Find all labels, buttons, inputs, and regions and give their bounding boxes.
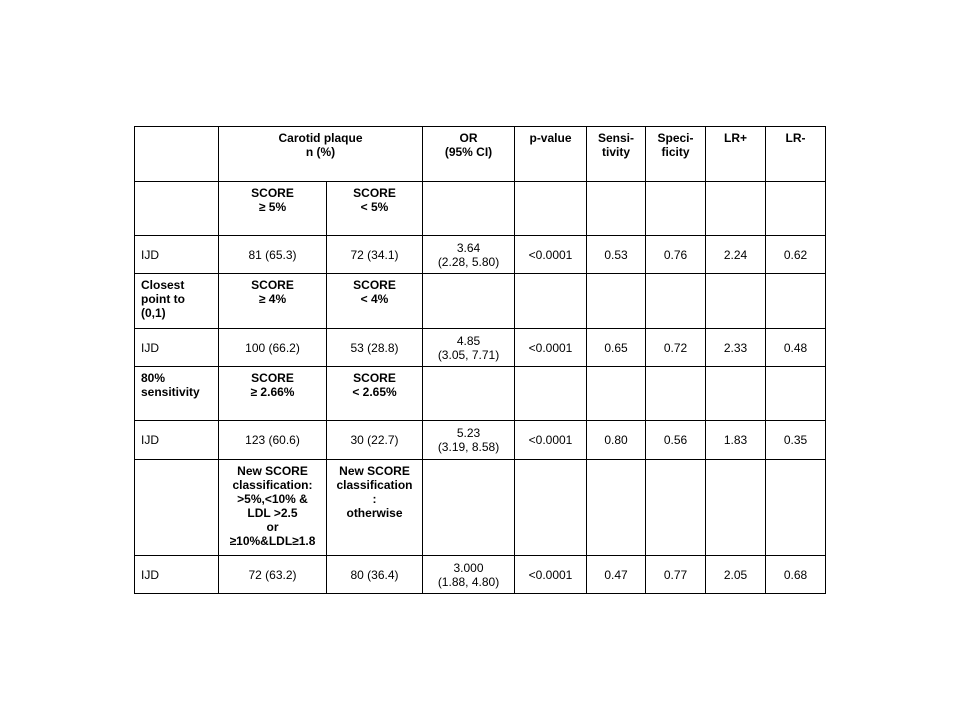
table-row: [135, 556, 826, 594]
odds-ratio: [423, 236, 515, 274]
empty-cell: [646, 367, 706, 421]
lr-positive: 2.33: [706, 329, 766, 367]
negative-count: 53 (28.8): [327, 329, 423, 367]
header-line: Carotid plaque: [278, 131, 363, 145]
lr-positive: 2.05: [706, 556, 766, 594]
cell-line: SCORE: [251, 186, 294, 200]
cell-line: sensitivity: [141, 385, 200, 399]
empty-cell: [587, 460, 646, 556]
empty-cell: [766, 367, 826, 421]
specificity-header: [646, 127, 706, 182]
cell-line: Closest: [141, 278, 185, 292]
empty-cell: [515, 367, 587, 421]
empty-cell: [423, 274, 515, 329]
cell-line: otherwise: [346, 506, 403, 520]
results-table: [134, 126, 826, 594]
lr-negative: 0.62: [766, 236, 826, 274]
row-name: IJD: [135, 421, 219, 460]
specificity: 0.72: [646, 329, 706, 367]
positive-count: 123 (60.6): [219, 421, 327, 460]
score-negative-threshold: [327, 274, 423, 329]
sensitivity: 0.65: [587, 329, 646, 367]
cell-line: classification: [336, 478, 413, 492]
cell-line: 5.23: [456, 426, 481, 440]
negative-count: 72 (34.1): [327, 236, 423, 274]
table-row: [135, 421, 826, 460]
header-line: ficity: [661, 145, 690, 159]
score-positive-threshold: [219, 274, 327, 329]
negative-count: 30 (22.7): [327, 421, 423, 460]
cell-line: SCORE: [353, 278, 396, 292]
lr-positive: 1.83: [706, 421, 766, 460]
p-value: <0.0001: [515, 236, 587, 274]
cell-line: (3.19, 8.58): [437, 440, 500, 454]
negative-count: 80 (36.4): [327, 556, 423, 594]
empty-cell: [706, 367, 766, 421]
lr-positive-header: LR+: [706, 127, 766, 182]
header-line: n (%): [305, 145, 336, 159]
header-row: [135, 127, 826, 182]
empty-cell: [423, 367, 515, 421]
cell-line: LDL >2.5: [247, 506, 298, 520]
criterion-label: [135, 367, 219, 421]
cell-line: New SCORE: [339, 464, 410, 478]
row-name: IJD: [135, 556, 219, 594]
odds-ratio: [423, 421, 515, 460]
lr-negative: 0.35: [766, 421, 826, 460]
sensitivity: 0.47: [587, 556, 646, 594]
row-name: IJD: [135, 236, 219, 274]
criterion-row: [135, 460, 826, 556]
cell-line: New SCORE: [237, 464, 308, 478]
p-value: <0.0001: [515, 556, 587, 594]
empty-cell: [646, 274, 706, 329]
score-negative-threshold: [327, 182, 423, 236]
cell-line: (3.05, 7.71): [437, 347, 500, 362]
cell-line: SCORE: [353, 371, 396, 385]
cell-line: ≥ 4%: [258, 292, 287, 306]
cell-line: :: [372, 492, 377, 506]
empty-cell: [515, 460, 587, 556]
p-value: <0.0001: [515, 421, 587, 460]
empty-cell: [135, 127, 219, 182]
cell-line: (1.88, 4.80): [437, 574, 500, 589]
cell-line: ≥ 5%: [258, 200, 287, 214]
odds-ratio: [423, 329, 515, 367]
criterion-row: [135, 274, 826, 329]
empty-cell: [766, 182, 826, 236]
empty-cell: [515, 182, 587, 236]
cell-line: SCORE: [251, 371, 294, 385]
sensitivity: 0.53: [587, 236, 646, 274]
cell-line: (0,1): [141, 306, 166, 320]
positive-count: 100 (66.2): [219, 329, 327, 367]
empty-cell: [706, 460, 766, 556]
empty-cell: [766, 274, 826, 329]
criterion-row: [135, 182, 826, 236]
header-line: tivity: [601, 145, 630, 159]
lr-negative-header: LR-: [766, 127, 826, 182]
empty-cell: [646, 460, 706, 556]
odds-ratio: [423, 556, 515, 594]
empty-cell: [423, 182, 515, 236]
carotid-plaque-header: [219, 127, 423, 182]
or-header: [423, 127, 515, 182]
empty-cell: [706, 274, 766, 329]
cell-line: 4.85: [456, 333, 481, 348]
cell-line: SCORE: [353, 186, 396, 200]
cell-line: < 2.65%: [352, 385, 397, 399]
cell-line: ≥10%&LDL≥1.8: [229, 534, 316, 548]
sensitivity-header: [587, 127, 646, 182]
cell-line: 3.64: [456, 240, 481, 255]
criterion-label: [135, 182, 219, 236]
table-row: [135, 236, 826, 274]
cell-line: < 4%: [360, 292, 389, 306]
score-positive-threshold: [219, 182, 327, 236]
criterion-label: [135, 460, 219, 556]
empty-cell: [587, 182, 646, 236]
cell-line: 3.000: [453, 560, 484, 575]
score-positive-threshold: [219, 367, 327, 421]
empty-cell: [587, 367, 646, 421]
lr-negative: 0.48: [766, 329, 826, 367]
specificity: 0.77: [646, 556, 706, 594]
positive-count: 72 (63.2): [219, 556, 327, 594]
specificity: 0.56: [646, 421, 706, 460]
lr-negative: 0.68: [766, 556, 826, 594]
empty-cell: [515, 274, 587, 329]
positive-count: 81 (65.3): [219, 236, 327, 274]
empty-cell: [646, 182, 706, 236]
cell-line: point to: [141, 292, 185, 306]
sensitivity: 0.80: [587, 421, 646, 460]
cell-line: ≥ 2.66%: [250, 385, 295, 399]
cell-line: (2.28, 5.80): [437, 254, 500, 269]
lr-positive: 2.24: [706, 236, 766, 274]
cell-line: or: [266, 520, 279, 534]
cell-line: 80%: [141, 371, 166, 385]
cell-line: SCORE: [251, 278, 294, 292]
table-row: [135, 329, 826, 367]
empty-cell: [766, 460, 826, 556]
header-line: OR: [459, 131, 478, 145]
header-line: Speci-: [657, 131, 694, 145]
score-negative-threshold: [327, 460, 423, 556]
cell-line: classification:: [232, 478, 313, 492]
score-negative-threshold: [327, 367, 423, 421]
cell-line: < 5%: [360, 200, 389, 214]
pvalue-header: p-value: [515, 127, 587, 182]
criterion-label: [135, 274, 219, 329]
cell-line: >5%,<10% &: [237, 492, 308, 506]
header-line: Sensi-: [597, 131, 634, 145]
p-value: <0.0001: [515, 329, 587, 367]
empty-cell: [423, 460, 515, 556]
specificity: 0.76: [646, 236, 706, 274]
header-line: (95% CI): [444, 145, 493, 159]
empty-cell: [706, 182, 766, 236]
criterion-row: [135, 367, 826, 421]
empty-cell: [587, 274, 646, 329]
row-name: IJD: [135, 329, 219, 367]
score-positive-threshold: [219, 460, 327, 556]
